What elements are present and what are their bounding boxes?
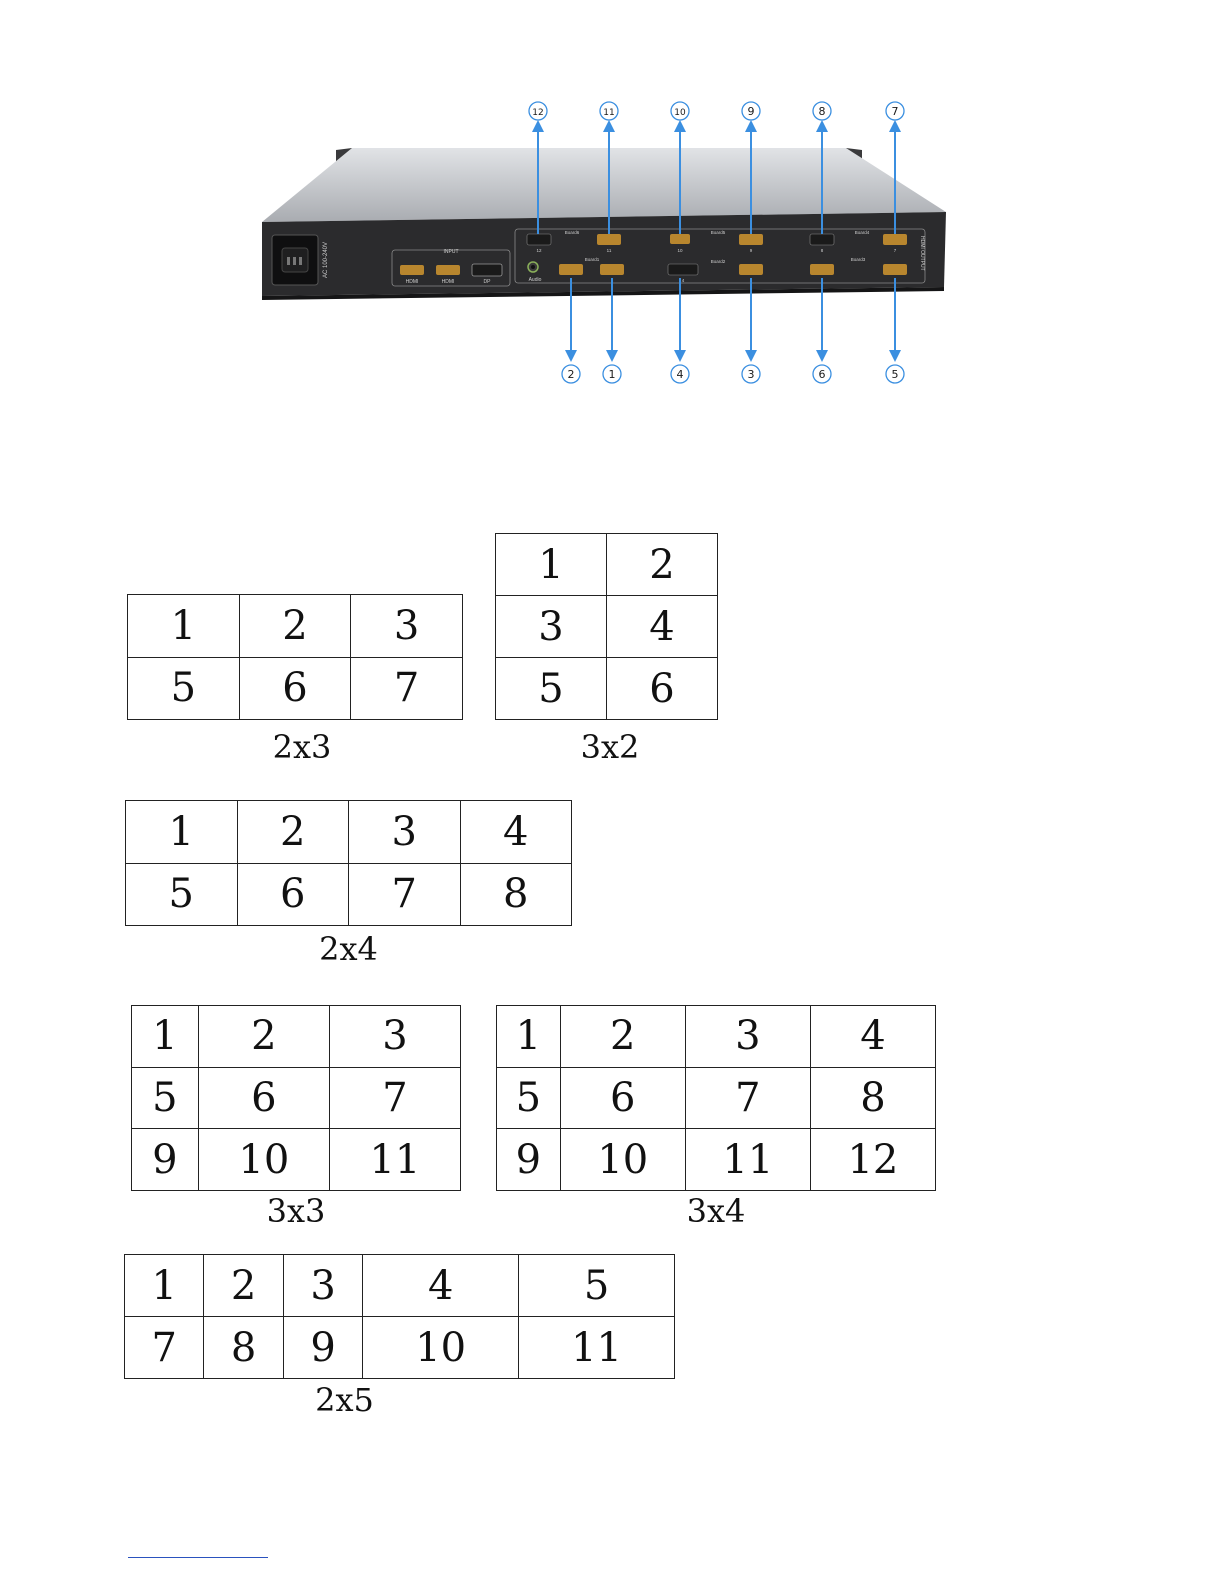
grid-cell: 2 — [607, 534, 718, 596]
grid-cell: 1 — [128, 595, 240, 658]
callout-label-8: 8 — [818, 105, 826, 118]
port-number-1: 1 — [610, 278, 614, 283]
output-port-11 — [597, 234, 621, 245]
device-rear-panel-figure — [0, 0, 1225, 400]
grid-cell: 5 — [126, 863, 238, 926]
port-number-9: 9 — [749, 248, 753, 253]
grid-cell: 5 — [519, 1255, 675, 1317]
callout-label-10: 10 — [674, 108, 686, 118]
port-number-12: 12 — [536, 248, 542, 253]
grid-cell: 4 — [607, 596, 718, 658]
output-port-3 — [739, 264, 763, 275]
callout-label-2: 2 — [567, 368, 575, 381]
power-inlet — [272, 235, 318, 285]
grid-cell: 3 — [329, 1006, 460, 1068]
grid-cell: 3 — [351, 595, 463, 658]
layout-2x3 — [127, 594, 463, 720]
callout-label-6: 6 — [818, 368, 826, 381]
grid-cell: 11 — [329, 1129, 460, 1191]
grid-cell: 1 — [126, 801, 238, 864]
grid-cell: 5 — [132, 1067, 199, 1129]
chassis-top — [262, 148, 946, 222]
layout-3x2 — [495, 533, 718, 720]
callout-label-9: 9 — [747, 105, 755, 118]
layout-caption-2x5: 2x5 — [315, 1381, 374, 1419]
grid-cell: 2 — [198, 1006, 329, 1068]
grid-cell: 1 — [496, 534, 607, 596]
grid-cell: 6 — [239, 657, 351, 720]
board-label-6: Board6 — [564, 230, 580, 235]
grid-cell: 10 — [560, 1129, 685, 1191]
input-port-label-1: HDMI — [405, 279, 419, 285]
port-number-7: 7 — [893, 248, 897, 253]
grid-cell: 6 — [198, 1067, 329, 1129]
port-number-2: 2 — [569, 278, 573, 283]
grid-cell: 9 — [497, 1129, 561, 1191]
output-port-12 — [527, 234, 551, 245]
board-label-5: Board5 — [710, 230, 726, 235]
grid-cell: 11 — [519, 1317, 675, 1379]
grid-cell: 11 — [685, 1129, 810, 1191]
output-port-6 — [810, 264, 834, 275]
grid-cell: 8 — [204, 1317, 283, 1379]
output-port-7 — [883, 234, 907, 245]
board-label-1: Board1 — [584, 257, 600, 262]
layout-3x3 — [131, 1005, 461, 1191]
input-port-dp — [472, 264, 502, 276]
grid-cell: 9 — [132, 1129, 199, 1191]
callout-label-3: 3 — [747, 368, 755, 381]
layout-3x4 — [496, 1005, 936, 1191]
callout-label-12: 12 — [532, 108, 544, 118]
layout-2x5 — [124, 1254, 675, 1379]
layout-caption-2x3: 2x3 — [272, 728, 332, 766]
port-number-11: 11 — [606, 248, 612, 253]
grid-cell: 8 — [810, 1067, 935, 1129]
grid-cell: 4 — [363, 1255, 519, 1317]
grid-cell: 8 — [460, 863, 572, 926]
grid-cell: 4 — [460, 801, 572, 864]
grid-cell: 7 — [685, 1067, 810, 1129]
grid-cell: 1 — [125, 1255, 204, 1317]
output-port-8 — [810, 234, 834, 245]
layout-3x2-table — [495, 533, 718, 720]
layout-caption-2x4: 2x4 — [319, 930, 378, 968]
port-number-3: 3 — [749, 278, 753, 283]
grid-cell: 5 — [128, 657, 240, 720]
callout-label-11: 11 — [603, 108, 615, 118]
layout-2x4 — [125, 800, 572, 926]
output-heading: HDMI OUTPUT — [919, 236, 925, 271]
grid-cell: 2 — [204, 1255, 283, 1317]
callout-label-5: 5 — [891, 368, 899, 381]
output-port-4 — [668, 264, 698, 275]
port-number-6: 6 — [820, 278, 824, 283]
layout-2x5-table — [124, 1254, 675, 1379]
grid-cell: 6 — [560, 1067, 685, 1129]
layout-caption-3x3: 3x3 — [266, 1192, 326, 1230]
grid-cell: 7 — [349, 863, 461, 926]
grid-cell: 2 — [560, 1006, 685, 1068]
output-port-9 — [739, 234, 763, 245]
board-label-2: Board2 — [710, 259, 726, 264]
input-port-hdmi-1 — [400, 265, 424, 275]
footnote-rule — [128, 1557, 268, 1558]
input-port-hdmi-2 — [436, 265, 460, 275]
output-port-10 — [670, 234, 690, 244]
grid-cell: 2 — [239, 595, 351, 658]
grid-cell: 3 — [496, 596, 607, 658]
grid-cell: 3 — [283, 1255, 362, 1317]
board-label-3: Board3 — [850, 257, 866, 262]
grid-cell: 3 — [349, 801, 461, 864]
layout-2x4-table — [125, 800, 572, 926]
input-port-label-3: DP — [483, 279, 491, 285]
audio-label: Audio — [528, 277, 542, 283]
grid-cell: 5 — [496, 658, 607, 720]
output-port-5 — [883, 264, 907, 275]
output-port-1 — [600, 264, 624, 275]
grid-cell: 3 — [685, 1006, 810, 1068]
grid-cell: 7 — [329, 1067, 460, 1129]
power-label: AC 100-240V — [323, 241, 329, 278]
port-number-4: 4 — [681, 278, 685, 283]
port-number-10: 10 — [677, 248, 683, 253]
callout-label-4: 4 — [676, 368, 684, 381]
layout-caption-3x4: 3x4 — [686, 1192, 746, 1230]
input-port-label-2: HDMI — [441, 279, 455, 285]
grid-cell: 12 — [810, 1129, 935, 1191]
layout-3x3-table — [131, 1005, 461, 1191]
input-heading: INPUT — [443, 249, 459, 255]
grid-cell: 5 — [497, 1067, 561, 1129]
layout-2x3-table — [127, 594, 463, 720]
callout-label-1: 1 — [608, 368, 616, 381]
grid-cell: 7 — [351, 657, 463, 720]
grid-cell: 1 — [132, 1006, 199, 1068]
grid-cell: 10 — [198, 1129, 329, 1191]
layout-3x4-table — [496, 1005, 936, 1191]
grid-cell: 1 — [497, 1006, 561, 1068]
board-label-4: Board4 — [854, 230, 870, 235]
port-number-8: 8 — [820, 248, 824, 253]
output-port-2 — [559, 264, 583, 275]
grid-cell: 4 — [810, 1006, 935, 1068]
layout-caption-3x2: 3x2 — [580, 728, 640, 766]
grid-cell: 9 — [283, 1317, 362, 1379]
grid-cell: 10 — [363, 1317, 519, 1379]
grid-cell: 6 — [237, 863, 349, 926]
callout-label-7: 7 — [891, 105, 899, 118]
grid-cell: 7 — [125, 1317, 204, 1379]
grid-cell: 6 — [607, 658, 718, 720]
grid-cell: 2 — [237, 801, 349, 864]
port-number-5: 5 — [893, 278, 897, 283]
